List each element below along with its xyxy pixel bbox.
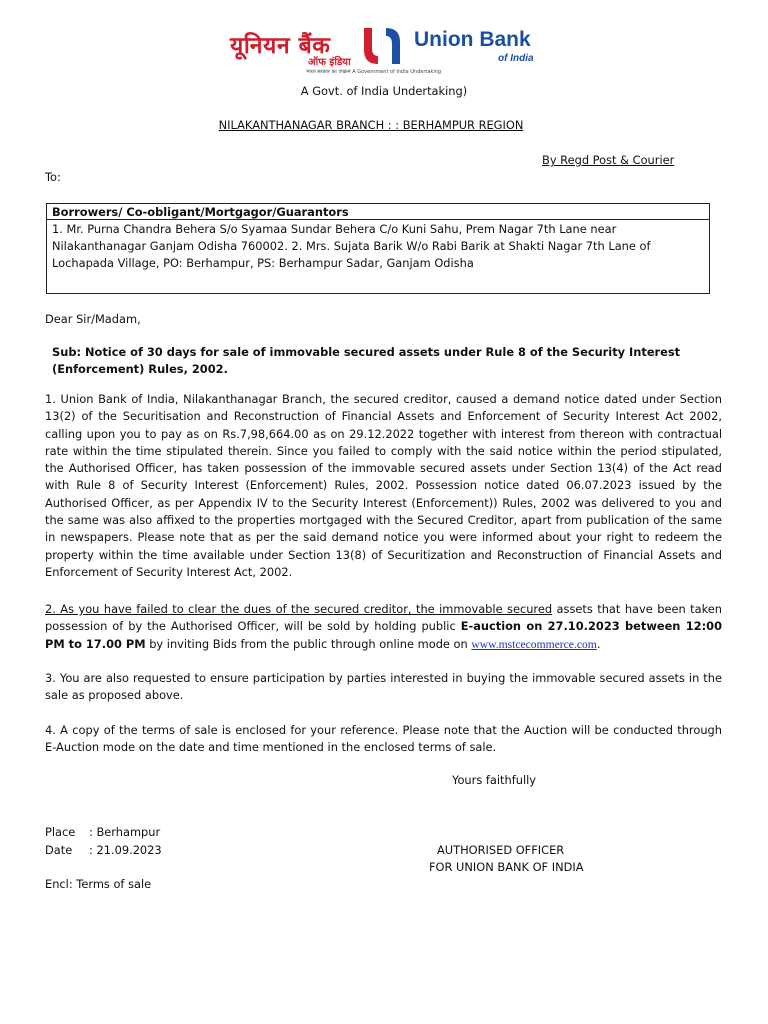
date-label: Date — [45, 843, 73, 857]
logo-english-name: Union Bank — [414, 28, 531, 51]
logo-tagline: भारत सरकार का उपक्रम A Government of India Undertaking — [306, 69, 442, 75]
paragraph-2 — [45, 601, 722, 653]
logo-hindi-sub: ऑफ इंडिया — [308, 57, 351, 68]
paragraph-2-text: assets that have been taken possession of by the Authorised Officer, will be sold by holding public — [45, 602, 722, 634]
officer-org: FOR UNION BANK OF INDIA — [429, 860, 584, 874]
union-bank-emblem-icon — [356, 24, 408, 68]
bank-logo — [230, 22, 540, 80]
auction-datetime: E-auction on 27.10.2023 between 12:00 PM to 17.00 PM — [45, 619, 722, 651]
logo-hindi-name: यूनियन बैंक — [230, 33, 331, 59]
recipients-text: 1. Mr. Purna Chandra Behera S/o Syamaa Sundar Behera C/o Kuni Sahu, Prem Nagar 7th Lane near Nilakanthanagar Ganjam Odisha 760002. 2. Mrs. Sujata Barik W/o Rabi Barik at Shakti Nagar 7th Lane of Lochapada Village, PO: Berhampur, PS: Berhampur Sadar, Ganjam Odisha — [52, 222, 651, 270]
subject-line: Sub: Notice of 30 days for sale of immovable secured assets under Rule 8 of the Security Interest (Enforcement) Rules, 2002. — [52, 345, 681, 376]
salutation: Dear Sir/Madam, — [45, 312, 141, 326]
date-value: : 21.09.2023 — [89, 843, 162, 857]
place-value: : Berhampur — [89, 825, 161, 839]
yours-faithfully: Yours faithfully — [452, 773, 537, 787]
branch-line: NILAKANTHANAGAR BRANCH : : BERHAMPUR REGION — [218, 118, 524, 132]
delivery-mode: By Regd Post & Courier — [542, 153, 675, 167]
paragraph-1: 1. Union Bank of India, Nilakanthanagar Branch, the secured creditor, caused a demand notice dated under Section 13(2) of the Securitisation and Reconstruction of Financial Assets and Enforcement of Security Interest Act 2002, calling upon you to pay as on Rs.7,98,664.00 as on 29.12.2022 together with interest from thereon with contractual rate within the time stipulated therein. Since you failed to comply with the said notice within the period stipulated, the Authorised Officer, has taken possession of the immovable secured assets under Section 13(4) of the Act read with Rule 8 of Security Interest (Enforcement) Rules, 2002. Possession notice dated 06.07.2023 issued by the Authorised Officer, as per Appendix IV to the Security Interest (Enforcement)) Rules, 2002 was delivered to you and the same was also affixed to the properties mortgaged with the Secured Creditor, apart from publication of the same in newspapers. Please note that as per the said demand notice you were informed about your right to redeem the property within the time available under Section 13(8) of Securitization and Reconstruction of Financial Assets and Enforcement of Security Interest Act, 2002. — [45, 392, 722, 579]
place-label: Place — [45, 825, 76, 839]
enclosure: Encl: Terms of sale — [45, 877, 152, 891]
mstc-ecommerce-link[interactable]: www.mstcecommerce.com — [471, 637, 597, 651]
paragraph-2-text-cont: by inviting Bids from the public through online mode on — [145, 636, 472, 651]
paragraph-2-underlined: 2. As you have failed to clear the dues of the secured creditor, the immovable secured — [45, 602, 553, 616]
logo-english-sub: of India — [498, 53, 534, 64]
paragraph-2-end: . — [596, 636, 601, 651]
recipients-box — [46, 203, 710, 294]
paragraph-4: 4. A copy of the terms of sale is enclosed for your reference. Please note that the Auction will be conducted through E-Auction mode on the date and time mentioned in the enclosed terms of sale. — [45, 723, 722, 755]
to-label: To: — [45, 170, 61, 184]
officer-title: AUTHORISED OFFICER — [437, 843, 565, 857]
govt-undertaking-line: A Govt. of India Undertaking) — [300, 84, 468, 98]
recipients-heading: Borrowers/ Co-obligant/Mortgagor/Guarantors — [47, 204, 709, 220]
paragraph-3: 3. You are also requested to ensure participation by parties interested in buying the immovable secured assets in the sale as proposed above. — [45, 671, 722, 703]
